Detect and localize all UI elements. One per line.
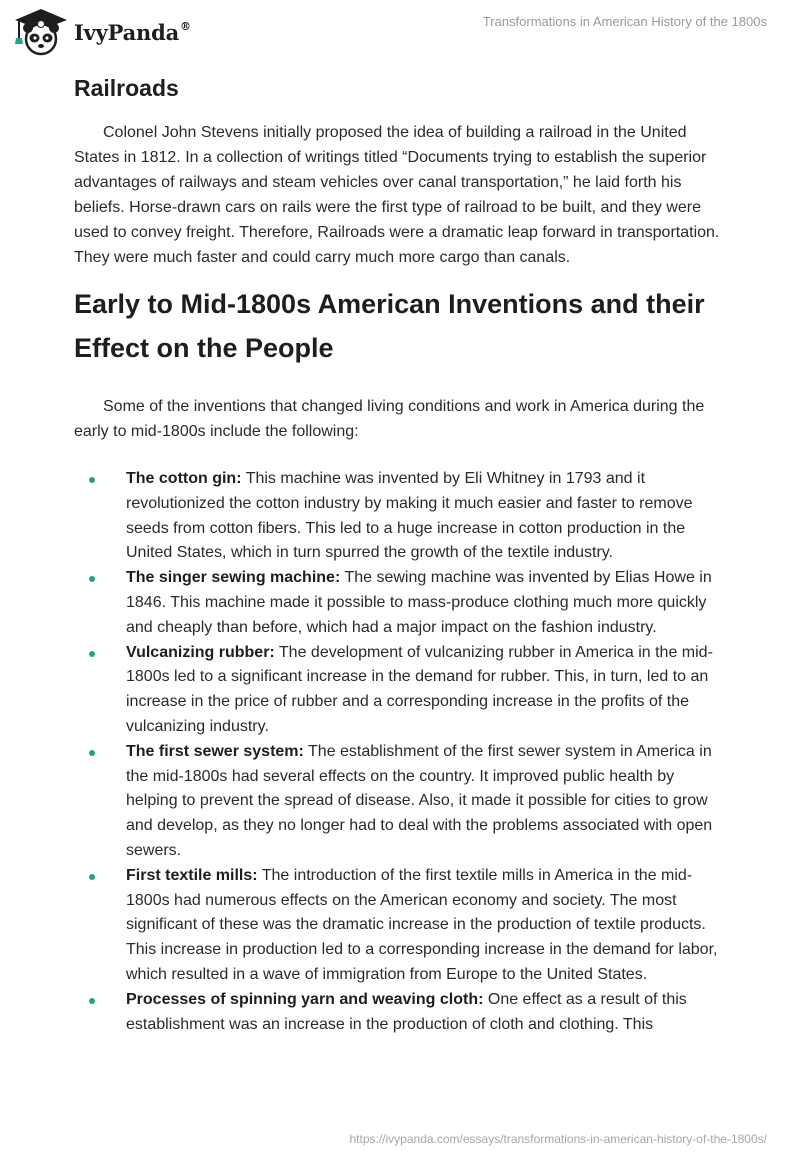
bullet-dot-icon xyxy=(89,750,95,756)
list-item xyxy=(74,566,724,640)
inventions-list xyxy=(74,467,724,1037)
list-item-text: The development of vulcanizing rubber in America in the mid-1800s led to a significant increase in the demand for rubber. This, in turn, led to an increase in the price of rubber and a corresponding increase in the profits of the vulcanizing industry. xyxy=(126,643,713,735)
bullet-dot-icon xyxy=(89,576,95,582)
list-item xyxy=(74,641,724,740)
document-title: Transformations in American History of the 1800s xyxy=(482,14,767,29)
list-item xyxy=(74,864,724,988)
list-item xyxy=(74,988,724,1038)
inventions-heading: Early to Mid-1800s American Inventions and their Effect on the People xyxy=(74,289,705,363)
brand-name xyxy=(74,20,191,45)
list-item-term: Vulcanizing rubber: xyxy=(126,643,275,661)
list-item-text: The sewing machine was invented by Elias Howe in 1846. This machine made it possible to mass-produce clothing much more quickly and cheaply than before, which had a major impact on the fashion industry. xyxy=(126,569,712,636)
bullet-dot-icon xyxy=(89,651,95,657)
essay-content xyxy=(74,70,724,1037)
bullet-dot-icon xyxy=(89,874,95,880)
list-item-term: The singer sewing machine: xyxy=(126,569,341,587)
list-item-text: One effect as a result of this establishment was an increase in the production of cloth and clothing. This xyxy=(126,990,687,1033)
list-item-text: This machine was invented by Eli Whitney in 1793 and it revolutionized the cotton industry by making it much easier and faster to remove seeds from cotton fibers. This led to a huge increase in cotton production in the United States, which in turn spurred the growth of the textile industry. xyxy=(126,470,693,562)
bullet-dot-icon xyxy=(89,998,95,1004)
brand-logo[interactable] xyxy=(14,8,191,56)
panda-graduate-icon xyxy=(14,8,68,56)
railroads-paragraph: Colonel John Stevens initially proposed the idea of building a railroad in the United States in 1812. In a collection of writings titled “Documents trying to establish the superior advantages of railways and steam vehicles over canal transportation,” he laid forth his beliefs. Horse-drawn cars on rails were the first type of railroad to be built, and they were used to convey freight. Therefore, Railroads were a dramatic leap forward in transportation. They were much faster and could carry much more cargo than canals. xyxy=(74,124,720,266)
footer-url-link[interactable]: https://ivypanda.com/essays/transformations-in-american-history-of-the-1800s/ xyxy=(349,1132,767,1146)
list-item-term: Processes of spinning yarn and weaving cloth: xyxy=(126,990,484,1008)
list-item-term: The cotton gin: xyxy=(126,470,242,487)
list-item xyxy=(74,467,724,566)
list-item-text: The establishment of the first sewer system in America in the mid-1800s had several effects on the country. It improved public health by helping to prevent the spread of disease. Also, it made it possible for cities to grow and develop, as they no longer had to deal with the problems associated with open sewers. xyxy=(126,742,713,859)
brand-name-text: IvyPanda xyxy=(74,19,180,45)
bullet-dot-icon xyxy=(89,477,95,483)
railroads-heading: Railroads xyxy=(74,75,179,101)
registered-mark: ® xyxy=(180,19,191,33)
inventions-intro: Some of the inventions that changed living conditions and work in America during the early to mid-1800s include the following: xyxy=(74,398,705,440)
page-header xyxy=(0,0,800,60)
list-item-text: The introduction of the first textile mills in America in the mid-1800s had numerous effects on the American economy and society. The most significant of these was the dramatic increase in the production of textile products. This increase in production led to a corresponding increase in the demand for labor, which resulted in a wave of immigration from Europe to the United States. xyxy=(126,866,718,983)
list-item xyxy=(74,740,724,864)
list-item-term: First textile mills: xyxy=(126,866,258,884)
list-item-term: The first sewer system: xyxy=(126,742,304,760)
